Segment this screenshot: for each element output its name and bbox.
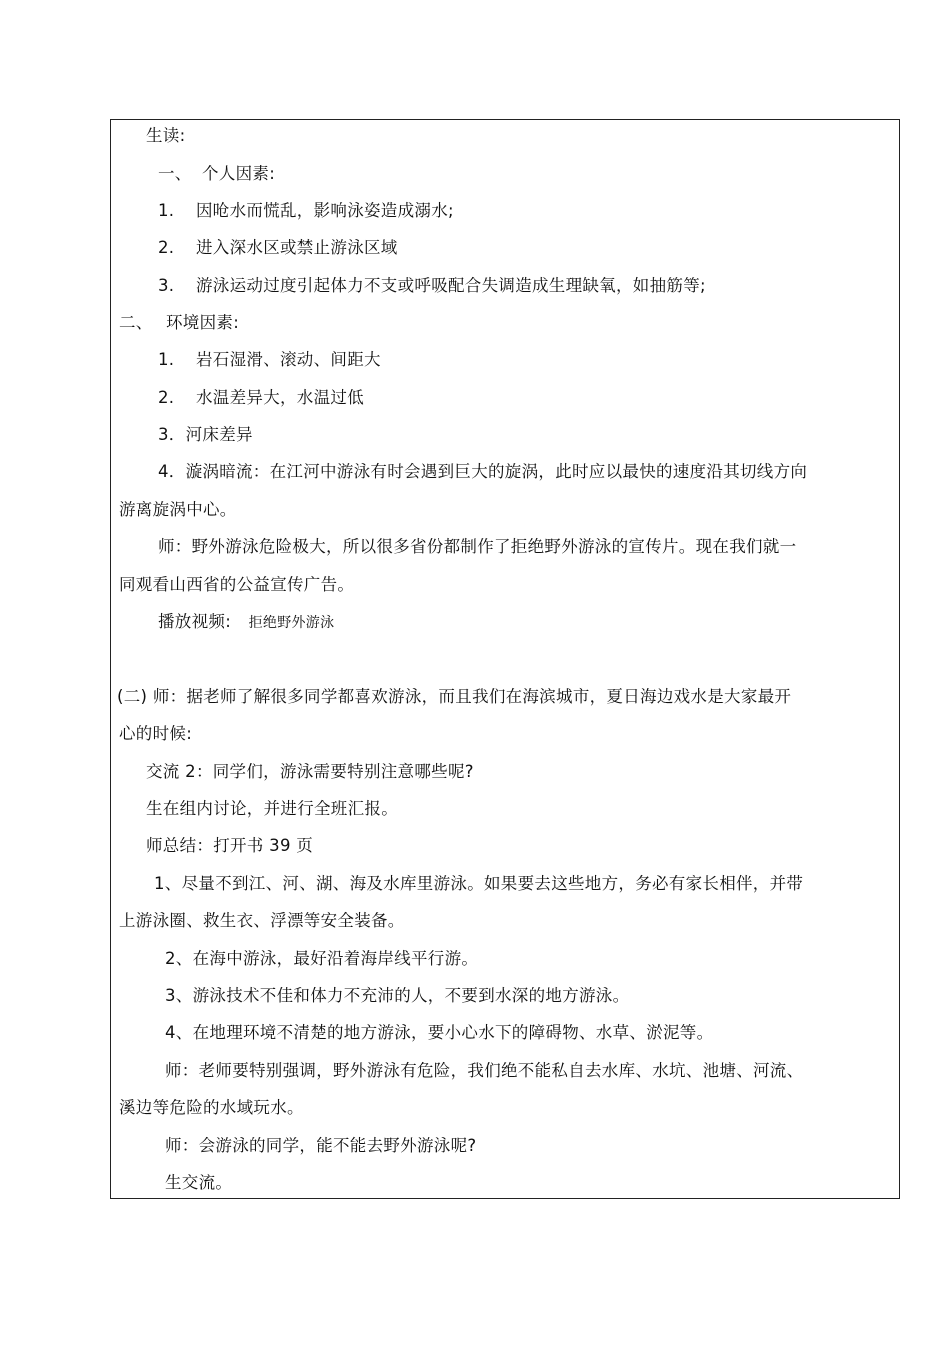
section-two-intro: (二) 师：据老师了解很多同学都喜欢游泳，而且我们在海滨城市，夏日海边戏水是大家最开 — [117, 687, 792, 706]
list-item — [158, 201, 454, 221]
text-line: 师：会游泳的同学，能不能去野外游泳呢? — [165, 1136, 477, 1155]
play-video-line — [158, 612, 334, 633]
play-video-label: 播放视频: — [158, 612, 232, 631]
text-line: 师：野外游泳危险极大，所以很多省份都制作了拒绝野外游泳的宣传片。现在我们就一 — [158, 537, 797, 556]
text-line: 同观看山西省的公益宣传广告。 — [119, 575, 355, 594]
text-line: 溪边等危险的水域玩水。 — [119, 1098, 304, 1117]
list-item: 4、在地理环境不清楚的地方游泳，要小心水下的障碍物、水草、淤泥等。 — [165, 1023, 714, 1042]
text-line: 心的时候: — [119, 724, 193, 743]
list-item — [158, 276, 706, 296]
list-item — [158, 350, 381, 370]
list-number: 1. — [158, 350, 175, 369]
list-item: 3、游泳技术不佳和体力不充沛的人，不要到水深的地方游泳。 — [165, 986, 630, 1005]
list-number: 3. — [158, 276, 175, 295]
list-item: 1、尽量不到江、河、湖、海及水库里游泳。如果要去这些地方，务必有家长相伴，并带 — [154, 874, 804, 893]
list-item: 2、在海中游泳，最好沿着海岸线平行游。 — [165, 949, 479, 968]
video-title: 拒绝野外游泳 — [248, 615, 335, 631]
text-line-students-read: 生读: — [146, 126, 186, 145]
list-text: 岩石湿滑、滚动、间距大 — [196, 350, 381, 369]
list-item: 4．漩涡暗流：在江河中游泳有时会遇到巨大的旋涡，此时应以最快的速度沿其切线方向 — [158, 462, 808, 481]
list-item — [158, 238, 398, 258]
heading-text: 环境因素: — [166, 313, 240, 332]
list-item — [158, 388, 364, 408]
text-line: 师：老师要特别强调，野外游泳有危险，我们绝不能私自去水库、水坑、池塘、河流、 — [165, 1061, 804, 1080]
list-text: 游泳运动过度引起体力不支或呼吸配合失调造成生理缺氧，如抽筋等; — [196, 276, 706, 295]
teacher-summary: 师总结：打开书 39 页 — [146, 836, 314, 855]
heading-personal-factors — [158, 164, 275, 184]
text-line: 上游泳圈、救生衣、浮漂等安全装备。 — [119, 911, 405, 930]
list-text: 水温差异大，水温过低 — [196, 388, 364, 407]
text-line: 生在组内讨论，并进行全班汇报。 — [146, 799, 398, 818]
list-number: 2. — [158, 388, 175, 407]
text-line: 游离旋涡中心。 — [119, 500, 237, 519]
text-line: 生交流。 — [165, 1173, 233, 1192]
discussion-prompt: 交流 2：同学们，游泳需要特别注意哪些呢? — [146, 762, 474, 781]
heading-environment-factors — [119, 313, 239, 333]
list-number: 1. — [158, 201, 175, 220]
heading-text: 个人因素: — [202, 164, 276, 183]
list-text: 因呛水而慌乱，影响泳姿造成溺水; — [196, 201, 454, 220]
list-number: 二、 — [119, 313, 153, 332]
list-number: 2. — [158, 238, 175, 257]
list-text: 进入深水区或禁止游泳区域 — [196, 238, 398, 257]
list-number: 一、 — [158, 164, 192, 183]
list-item: 3．河床差异 — [158, 425, 253, 444]
